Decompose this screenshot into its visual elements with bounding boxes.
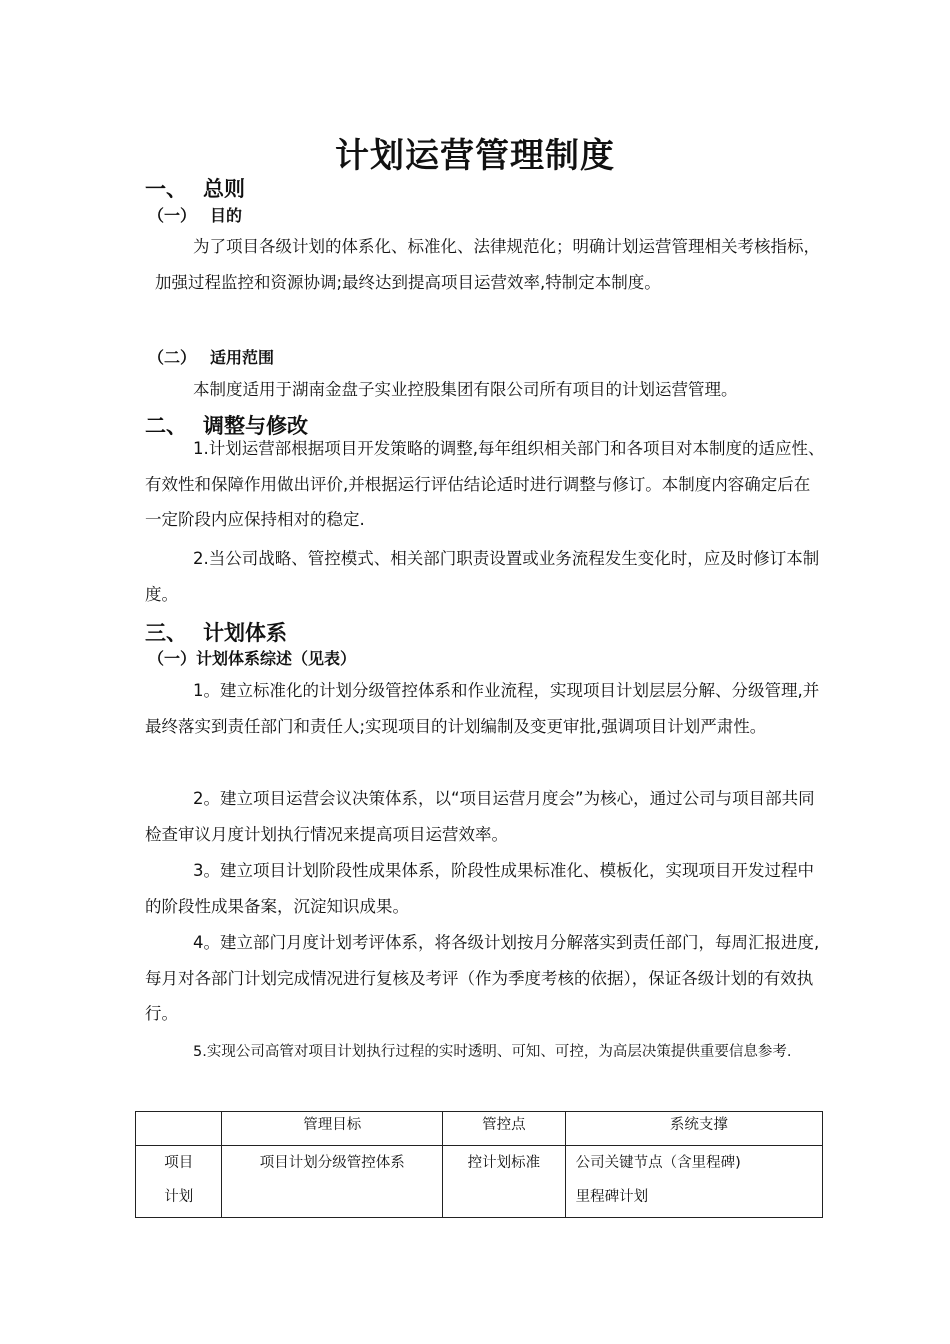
cell-line: 公司关键节点（含里程碑) bbox=[575, 1155, 741, 1171]
table-cell bbox=[136, 1146, 222, 1218]
subsection-heading-purpose bbox=[148, 203, 242, 226]
document-title: 计划运营管理制度 bbox=[335, 136, 615, 176]
subsection-title: 适用范围 bbox=[210, 348, 275, 367]
cell-line: 计划 bbox=[164, 1189, 194, 1205]
subsection-title: 目的 bbox=[210, 206, 243, 225]
cell-line: 项目 bbox=[164, 1155, 194, 1171]
section-title: 总则 bbox=[203, 177, 245, 201]
paragraph-adjustment-2: 2.当公司战略、管控模式、相关部门职责设置或业务流程发生变化时，应及时修订本制度。 bbox=[145, 549, 820, 604]
paragraph-adjustment-1: 1.计划运营部根据项目开发策略的调整,每年组织相关部门和各项目对本制度的适应性、有效性和保障作用做出评价,并根据运行评估结论适时进行调整与修订。本制度内容确定后在一定阶段内应保持相对的稳定. bbox=[145, 439, 825, 529]
table-header-cell: 管理目标 bbox=[222, 1112, 443, 1146]
paragraph-plan-1: 1。建立标准化的计划分级管控体系和作业流程，实现项目计划层层分解、分级管理,并最终落实到责任部门和责任人;实现项目的计划编制及变更审批,强调项目计划严肃性。 bbox=[145, 681, 820, 736]
paragraph-scope: 本制度适用于湖南金盘子实业控股集团有限公司所有项目的计划运营管理。 bbox=[193, 380, 738, 399]
table-header-cell: 管控点 bbox=[443, 1112, 566, 1146]
paragraph-plan-5: 5.实现公司高管对项目计划执行过程的实时透明、可知、可控，为高层决策提供重要信息参考. bbox=[193, 1044, 792, 1060]
section-number: 一、 bbox=[145, 177, 187, 201]
section-title: 调整与修改 bbox=[203, 414, 308, 438]
table-cell bbox=[565, 1146, 822, 1218]
plan-system-table bbox=[135, 1111, 823, 1218]
table-header-cell: 系统支撑 bbox=[565, 1112, 822, 1146]
table-header-cell bbox=[136, 1112, 222, 1146]
table-header-row bbox=[136, 1112, 823, 1146]
subsection-heading-overview: （一）计划体系综述（见表） bbox=[148, 649, 357, 668]
paragraph-plan-2: 2。建立项目运营会议决策体系，以“项目运营月度会”为核心，通过公司与项目部共同检查审议月度计划执行情况来提高项目运营效率。 bbox=[145, 789, 815, 844]
subsection-number: （一） bbox=[148, 206, 197, 225]
subsection-number: （二） bbox=[148, 348, 197, 367]
paragraph-text: 为了项目各级计划的体系化、标准化、法律规范化；明确计划运营管理相关考核指标，加强过程监控和资源协调;最终达到提高项目运营效率,特制定本制度。 bbox=[155, 237, 820, 292]
paragraph-purpose bbox=[155, 229, 827, 300]
paragraph-plan-4: 4。建立部门月度计划考评体系，将各级计划按月分解落实到责任部门，每周汇报进度,每月对各部门计划完成情况进行复核及考评（作为季度考核的依据），保证各级计划的有效执行。 bbox=[145, 933, 820, 1023]
section-number: 三、 bbox=[145, 621, 187, 645]
cell-line: 里程碑计划 bbox=[575, 1189, 649, 1205]
section-title: 计划体系 bbox=[203, 621, 287, 645]
table-row bbox=[136, 1146, 823, 1218]
paragraph-plan-3: 3。建立项目计划阶段性成果体系，阶段性成果标准化、模板化，实现项目开发过程中的阶段性成果备案，沉淀知识成果。 bbox=[145, 861, 814, 916]
table-cell: 项目计划分级管控体系 bbox=[222, 1146, 443, 1218]
subsection-heading-scope bbox=[148, 345, 274, 368]
table-cell: 控计划标准 bbox=[443, 1146, 566, 1218]
section-number: 二、 bbox=[145, 414, 187, 438]
section-heading-general bbox=[145, 173, 245, 203]
section-heading-plan-system bbox=[145, 617, 287, 647]
